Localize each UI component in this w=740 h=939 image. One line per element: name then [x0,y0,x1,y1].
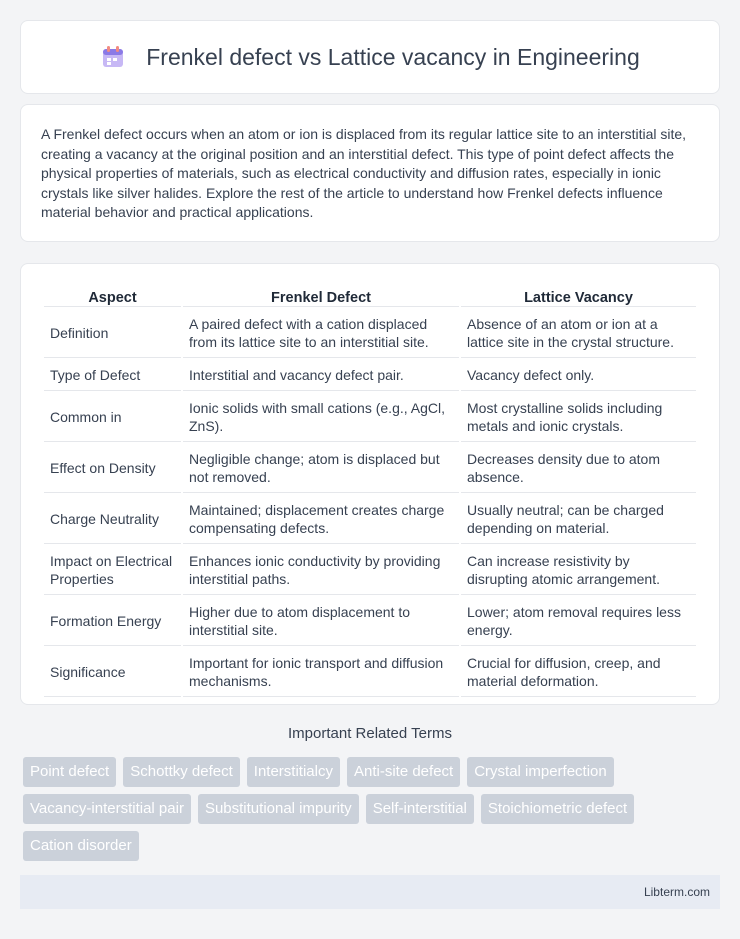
comparison-table [42,284,698,699]
footer-brand[interactable]: Libterm.com [643,885,710,899]
header-aspect: Aspect [44,286,181,307]
cell-vacancy: Usually neutral; can be charged depending on material. [461,495,696,544]
cell-frenkel: Important for ionic transport and diffusion mechanisms. [183,648,459,697]
table-row [44,495,696,544]
related-term-tag[interactable]: Schottky defect [123,757,240,787]
page-title: Frenkel defect vs Lattice vacancy in Engineering [146,43,640,70]
related-term-tag[interactable]: Crystal imperfection [467,757,614,787]
cell-frenkel: Higher due to atom displacement to interstitial site. [183,597,459,646]
cell-frenkel: Interstitial and vacancy defect pair. [183,360,459,391]
related-term-tag[interactable]: Anti-site defect [347,757,460,787]
cell-vacancy: Can increase resistivity by disrupting atomic arrangement. [461,546,696,595]
cell-vacancy: Crucial for diffusion, creep, and material deformation. [461,648,696,697]
table-row [44,444,696,493]
cell-frenkel: Enhances ionic conductivity by providing interstitial paths. [183,546,459,595]
cell-aspect: Effect on Density [44,444,181,493]
cell-vacancy: Vacancy defect only. [461,360,696,391]
cell-frenkel: Negligible change; atom is displaced but not removed. [183,444,459,493]
cell-frenkel: Ionic solids with small cations (e.g., AgCl, ZnS). [183,393,459,442]
related-terms-title: Important Related Terms [288,725,452,742]
cell-aspect: Charge Neutrality [44,495,181,544]
footer [20,875,720,909]
intro-card [20,104,720,242]
cell-vacancy: Absence of an atom or ion at a lattice site in the crystal structure. [461,309,696,358]
table-row [44,393,696,442]
calendar-icon [100,44,126,70]
cell-aspect: Definition [44,309,181,358]
intro-text: A Frenkel defect occurs when an atom or ion is displaced from its regular lattice site to an interstitial site, creating a vacancy at the original position and an interstitial defect. This type of point defect affects the physical properties of materials, such as electrical conductivity and diffusion rates, especially in ionic crystals like silver halides. Explore the rest of the article to understand how Frenkel defects influence material behavior and practical applications. [41,126,687,221]
cell-frenkel: A paired defect with a cation displaced from its lattice site to an interstitial site. [183,309,459,358]
table-row [44,597,696,646]
cell-vacancy: Lower; atom removal requires less energy. [461,597,696,646]
related-term-tag[interactable]: Self-interstitial [366,794,474,824]
header-card [20,20,720,94]
cell-frenkel: Maintained; displacement creates charge compensating defects. [183,495,459,544]
related-term-tag[interactable]: Vacancy-interstitial pair [23,794,191,824]
cell-aspect: Significance [44,648,181,697]
cell-vacancy: Decreases density due to atom absence. [461,444,696,493]
cell-aspect: Common in [44,393,181,442]
table-row [44,648,696,697]
table-row [44,360,696,391]
cell-vacancy: Most crystalline solids including metals and ionic crystals. [461,393,696,442]
related-term-tag[interactable]: Point defect [23,757,116,787]
cell-aspect: Formation Energy [44,597,181,646]
header-vacancy: Lattice Vacancy [461,286,696,307]
related-terms-list [23,757,723,861]
comparison-card [20,263,720,705]
related-term-tag[interactable]: Interstitialcy [247,757,340,787]
cell-aspect: Type of Defect [44,360,181,391]
related-term-tag[interactable]: Substitutional impurity [198,794,359,824]
cell-aspect: Impact on Electrical Properties [44,546,181,595]
related-term-tag[interactable]: Cation disorder [23,831,139,861]
table-row [44,546,696,595]
table-row [44,309,696,358]
header-frenkel: Frenkel Defect [183,286,459,307]
related-term-tag[interactable]: Stoichiometric defect [481,794,634,824]
table-header-row [44,286,696,307]
